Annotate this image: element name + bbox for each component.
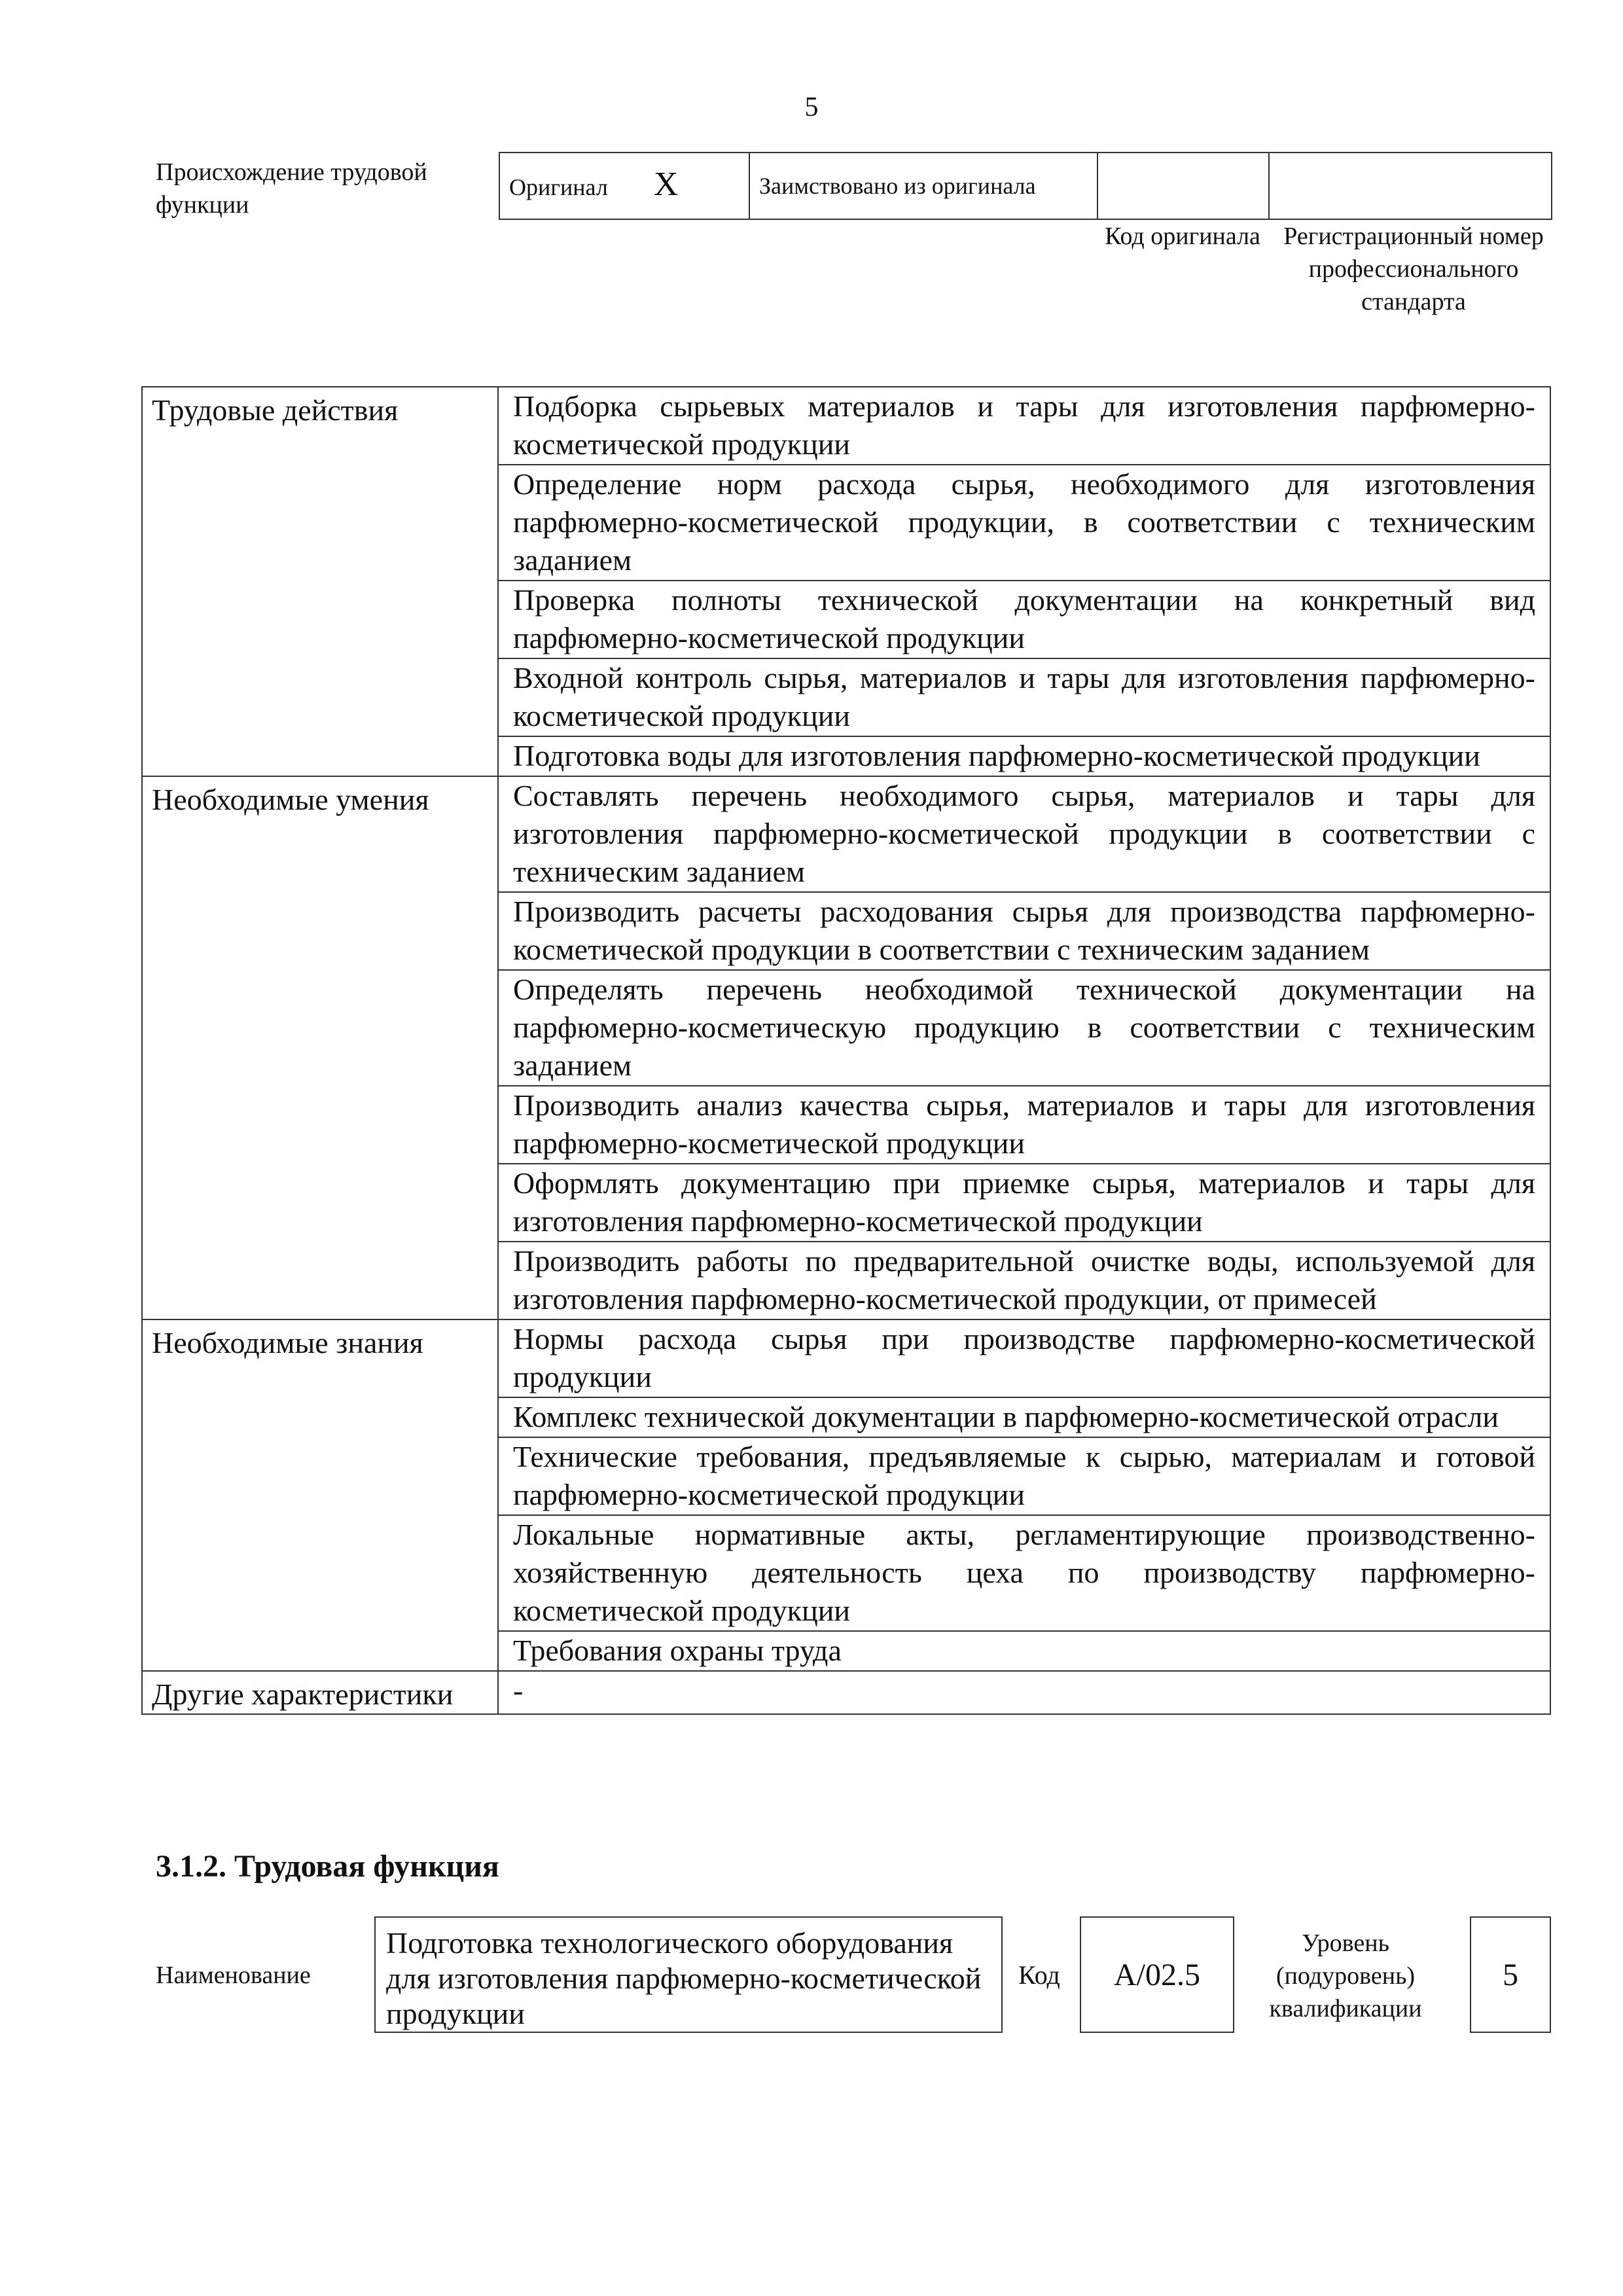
table-cell: Оформлять документацию при приемке сырья, материалов и тары для изготовления парфюмерно-косметической продукции: [498, 1164, 1550, 1242]
code-label: Код: [1018, 1960, 1060, 1990]
table-cell: Требования охраны труда: [498, 1631, 1550, 1671]
qualification-level-box: 5: [1470, 1916, 1551, 2033]
table-cell: Нормы расхода сырья при производстве парфюмерно-косметической продукции: [498, 1319, 1550, 1397]
origin-borrowed-cell: Заимствовано из оригинала: [749, 152, 1097, 219]
table-cell: Подготовка воды для изготовления парфюмерно-косметической продукции: [498, 736, 1550, 776]
labor-function-table: [141, 386, 1551, 1715]
table-cell: Производить работы по предварительной очистке воды, используемой для изготовления парфюмерно-косметической продукции, от примесей: [498, 1242, 1550, 1319]
table-cell: Подборка сырьевых материалов и тары для изготовления парфюмерно-косметической продукции: [498, 387, 1550, 465]
origin-label: Происхождение трудовой функции: [156, 158, 427, 219]
category-label: Другие характеристики: [142, 1671, 498, 1714]
table-cell: Локальные нормативные акты, регламентирующие производственно-хозяйственную деятельность цеха по производству парфюмерно-косметической продукции: [498, 1515, 1550, 1631]
table-cell: Комплекс технической документации в парфюмерно-косметической отрасли: [498, 1397, 1550, 1437]
table-row: [142, 387, 1550, 465]
table-cell: Производить расчеты расходования сырья для производства парфюмерно-косметической продукции в соответствии с техническим заданием: [498, 892, 1550, 970]
name-label: Наименование: [156, 1962, 311, 1989]
function-name-box: Подготовка технологического оборудования для изготовления парфюмерно-косметической продукции: [374, 1916, 1003, 2033]
origin-table: [499, 152, 1552, 220]
origin-code-cell: [1097, 152, 1269, 219]
category-label: Трудовые действия: [142, 387, 498, 776]
table-cell: Определять перечень необходимой технической документации на парфюмерно-косметическую продукцию в соответствии с техническим заданием: [498, 970, 1550, 1086]
original-mark: X: [653, 166, 679, 203]
table-cell: Определение норм расхода сырья, необходимого для изготовления парфюмерно-косметической продукции, в соответствии с техническим заданием: [498, 465, 1550, 581]
table-cell: Входной контроль сырья, материалов и тары для изготовления парфюмерно-косметической продукции: [498, 658, 1550, 736]
page-number: 5: [804, 92, 819, 122]
table-cell: -: [498, 1671, 1550, 1714]
section-heading: 3.1.2. Трудовая функция: [156, 1849, 499, 1884]
category-label: Необходимые знания: [142, 1319, 498, 1671]
original-label: Оригинал: [509, 174, 608, 200]
table-cell: Составлять перечень необходимого сырья, материалов и тары для изготовления парфюмерно-косметической продукции в соответствии с техническим заданием: [498, 776, 1550, 892]
table-cell: Производить анализ качества сырья, материалов и тары для изготовления парфюмерно-косметической продукции: [498, 1086, 1550, 1164]
table-cell: Проверка полноты технической документации на конкретный вид парфюмерно-косметической продукции: [498, 581, 1550, 658]
origin-original-cell: [499, 152, 749, 219]
category-label: Необходимые умения: [142, 776, 498, 1319]
table-row: [142, 1319, 1550, 1397]
reg-number-caption: Регистрационный номер профессионального стандарта: [1283, 223, 1544, 315]
table-row: [142, 776, 1550, 892]
table-cell: Технические требования, предъявляемые к сырью, материалам и готовой парфюмерно-косметической продукции: [498, 1437, 1550, 1515]
code-caption: Код оригинала: [1105, 223, 1260, 250]
origin-reg-cell: [1269, 152, 1552, 219]
qualification-level-label: Уровень (подуровень) квалификации: [1269, 1929, 1422, 2022]
table-row: [142, 1671, 1550, 1714]
function-code-box: А/02.5: [1080, 1916, 1234, 2033]
